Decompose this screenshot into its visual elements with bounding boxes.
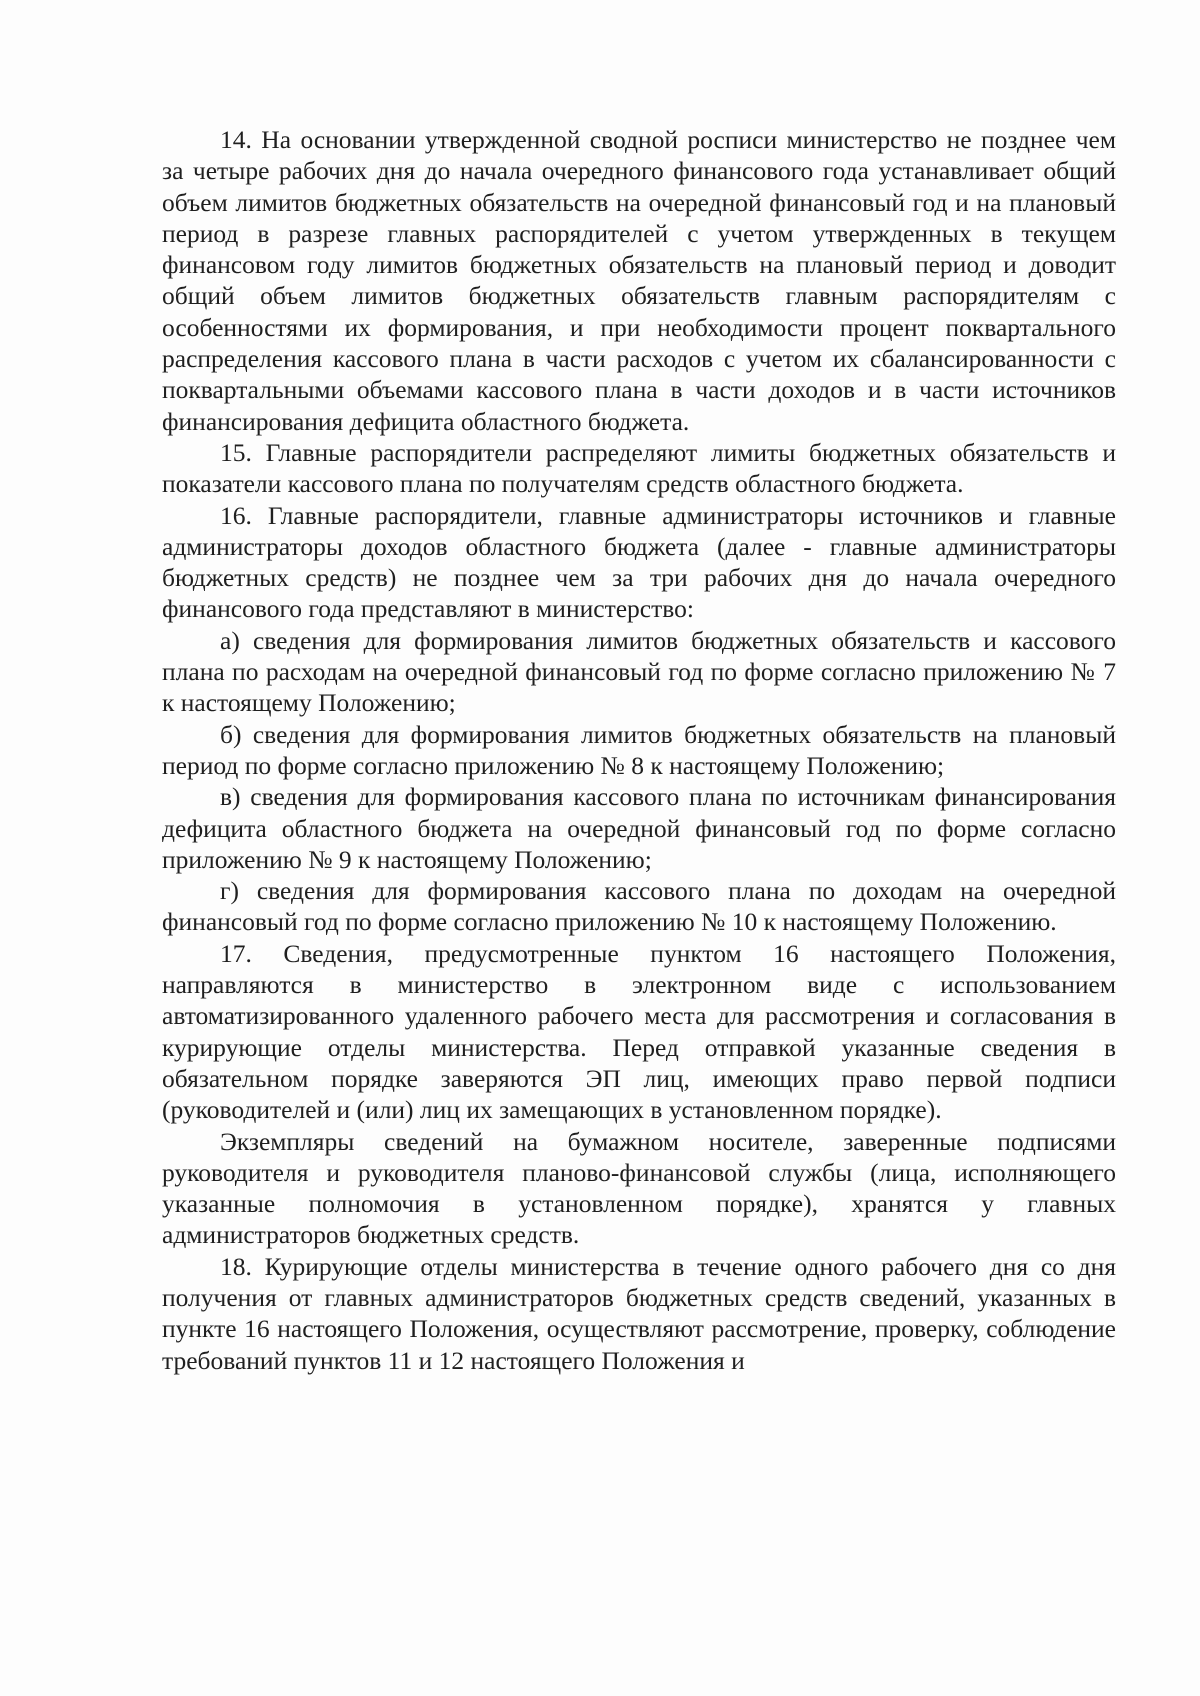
paragraph-14: 14. На основании утвержденной сводной росписи министерство не позднее чем за четыре рабочих дня до начала очередного финансового года устанавливает общий объем лимитов бюджетных обязательств на очередной финансовый год и на плановый период в разрезе главных распорядителей с учетом утвержденных в текущем финансовом году лимитов бюджетных обязательств на плановый период и доводит общий объем лимитов бюджетных обязательств главным распорядителям с особенностями их формирования, и при необходимости процент поквартального распределения кассового плана в части расходов с учетом их сбалансированности с поквартальными объемами кассового плана в части доходов и в части источников финансирования дефицита областного бюджета. bbox=[162, 125, 1116, 436]
paragraph-16: 16. Главные распорядители, главные администраторы источников и главные администраторы доходов областного бюджета (далее - главные администраторы бюджетных средств) не позднее чем за три рабочих дня до начала очередного финансового года представляют в министерство: bbox=[162, 500, 1116, 624]
paragraph-17-copies: Экземпляры сведений на бумажном носителе, заверенные подписями руководителя и руководителя планово-финансовой службы (лица, исполняющего указанные полномочия в установленном порядке), хранятся у главных администраторов бюджетных средств. bbox=[162, 1126, 1116, 1250]
paragraph-16-v: в) сведения для формирования кассового плана по источникам финансирования дефицита областного бюджета на очередной финансовый год по форме согласно приложению № 9 к настоящему Положению; bbox=[162, 782, 1116, 874]
paragraph-16-a: а) сведения для формирования лимитов бюджетных обязательств и кассового плана по расходам на очередной финансовый год по форме согласно приложению № 7 к настоящему Положению; bbox=[162, 625, 1116, 718]
paragraph-17: 17. Сведения, предусмотренные пунктом 16 настоящего Положения, направляются в министерство в электронном виде с использованием автоматизированного удаленного рабочего места для рассмотрения и согласования в курирующие отделы министерства. Перед отправкой указанные сведения в обязательном порядке заверяются ЭП лиц, имеющих право первой подписи (руководителей и (или) лиц их замещающих в установленном порядке). bbox=[162, 938, 1116, 1125]
document-body bbox=[162, 124, 1116, 1376]
paragraph-16-b: б) сведения для формирования лимитов бюджетных обязательств на плановый период по форме согласно приложению № 8 к настоящему Положению; bbox=[162, 719, 1116, 780]
paragraph-16-g: г) сведения для формирования кассового плана по доходам на очередной финансовый год по форме согласно приложению № 10 к настоящему Положению. bbox=[162, 876, 1116, 937]
paragraph-18: 18. Курирующие отделы министерства в течение одного рабочего дня со дня получения от главных администраторов бюджетных средств сведений, указанных в пункте 16 настоящего Положения, осуществляют рассмотрение, проверку, соблюдение требований пунктов 11 и 12 настоящего Положения и bbox=[162, 1251, 1116, 1375]
paragraph-15: 15. Главные распорядители распределяют лимиты бюджетных обязательств и показатели кассового плана по получателям средств областного бюджета. bbox=[162, 437, 1116, 499]
